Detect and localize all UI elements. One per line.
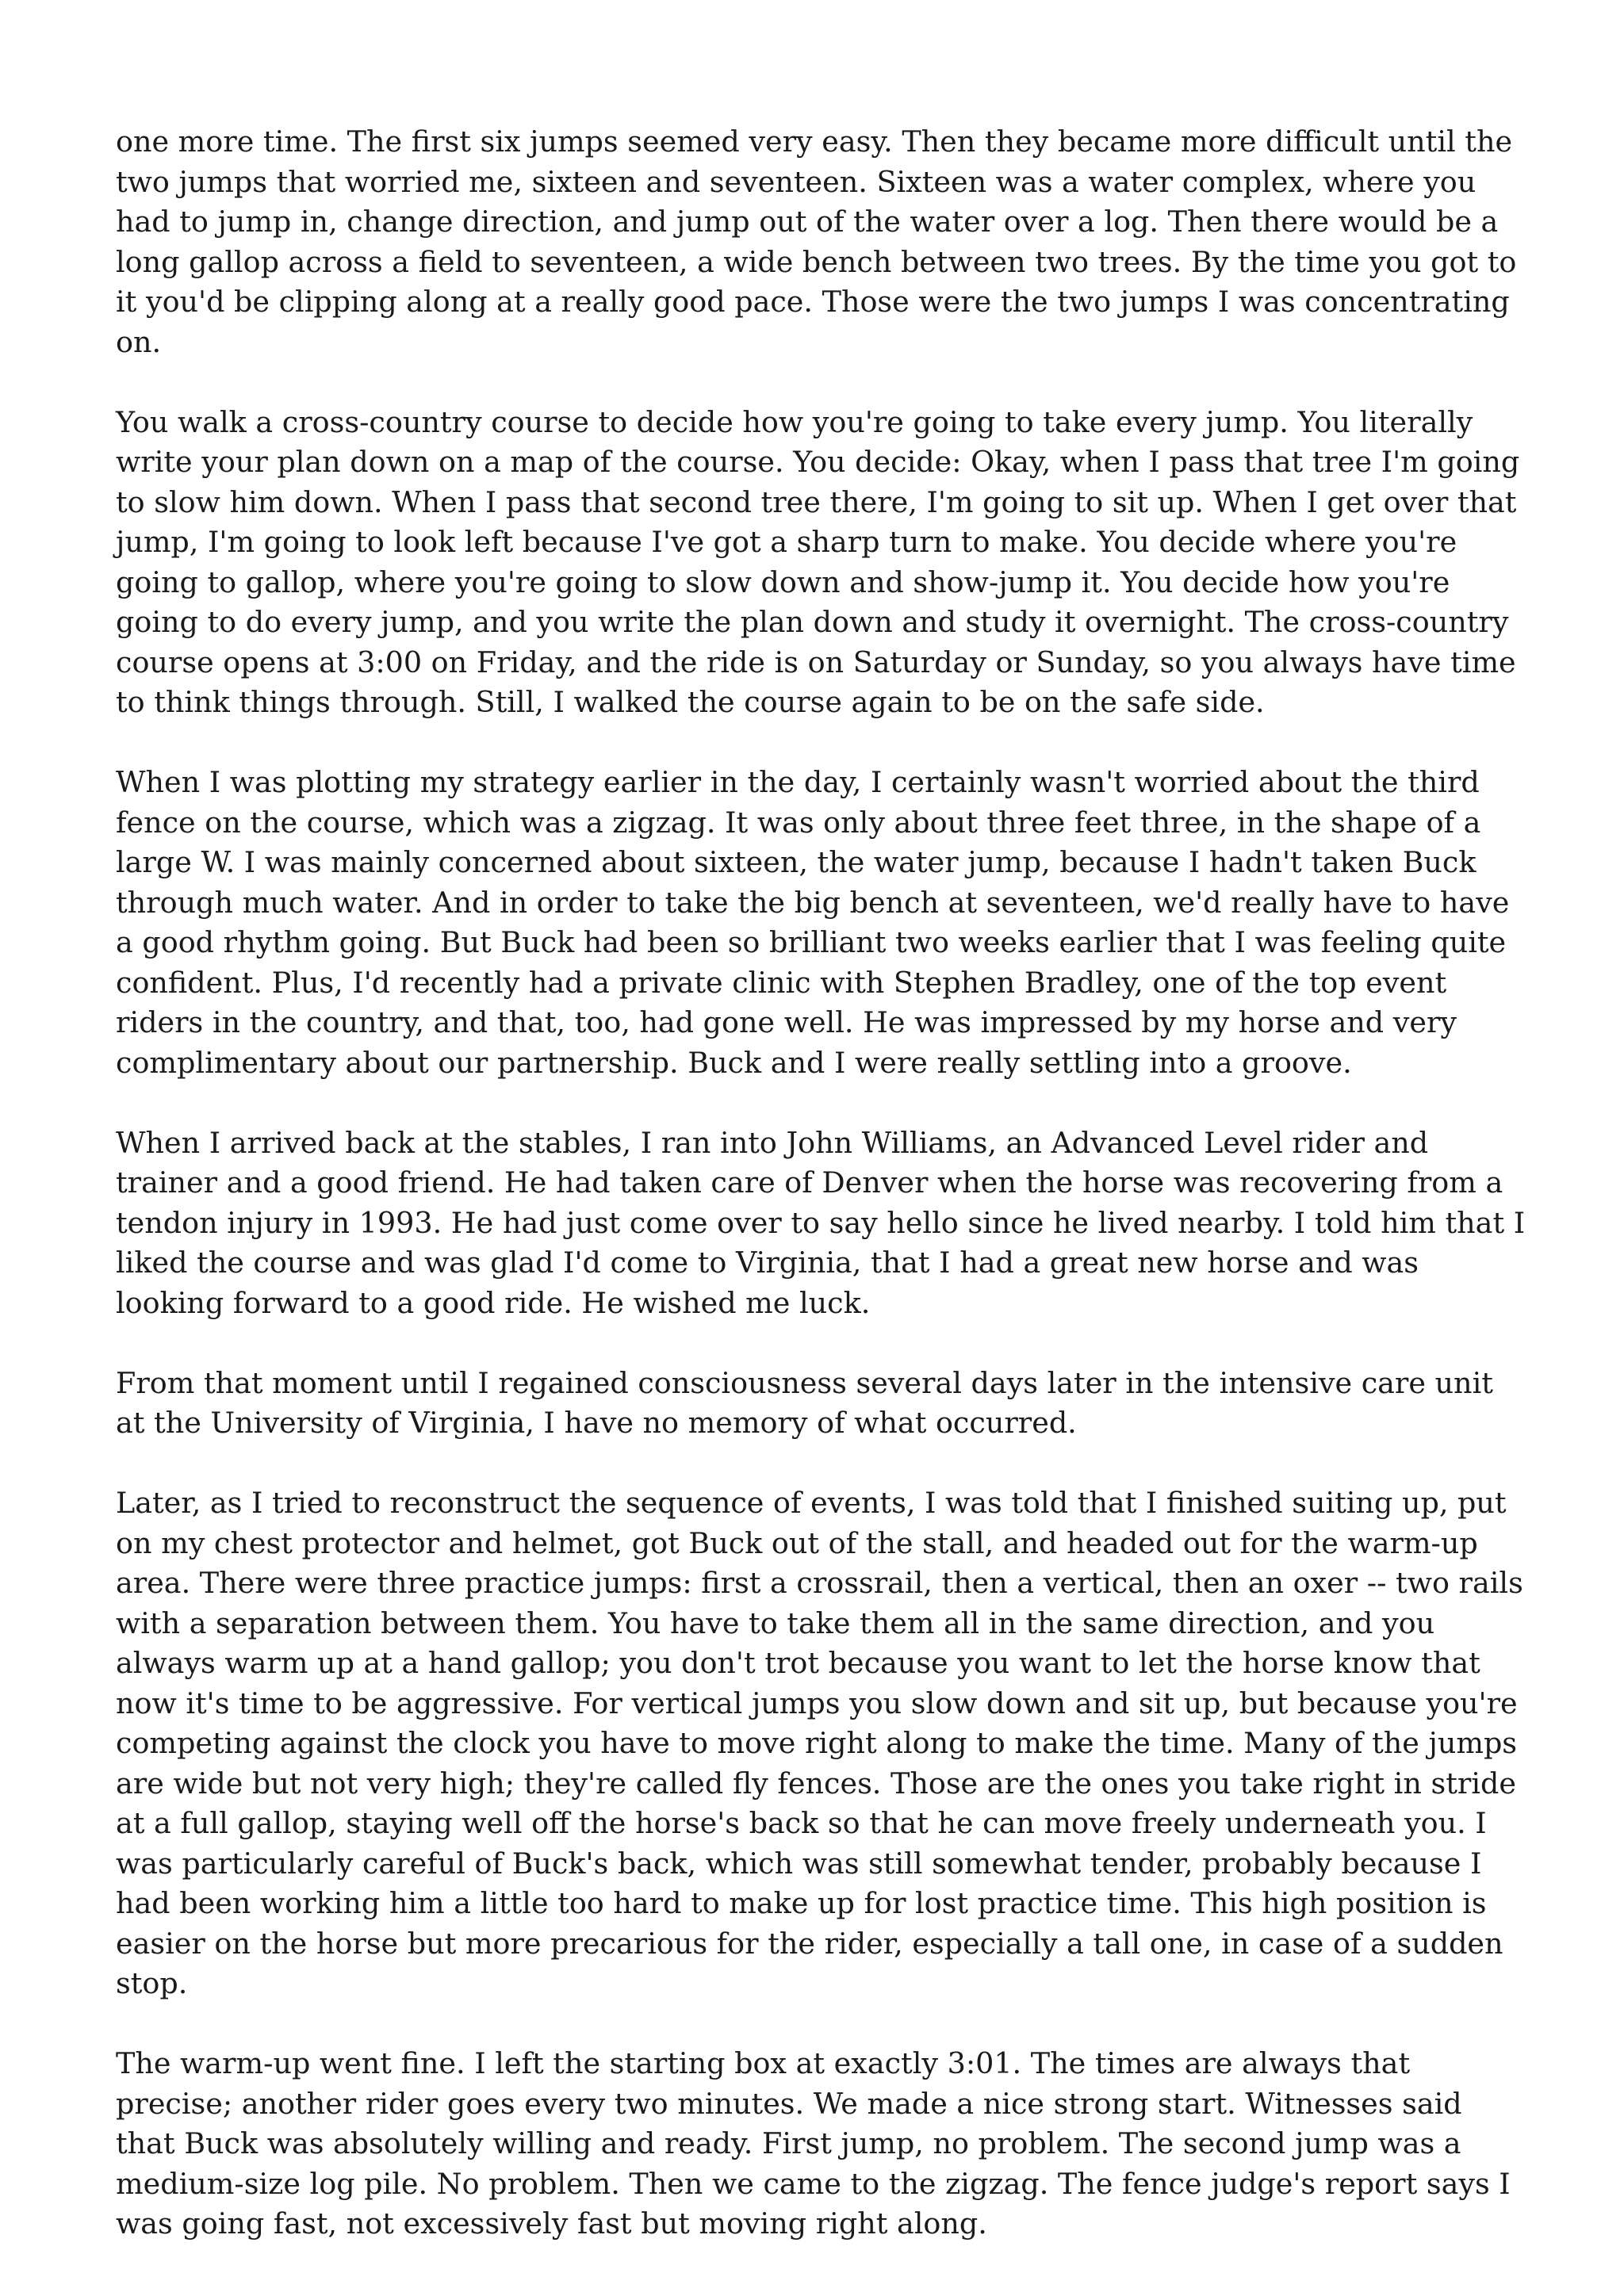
paragraph: When I arrived back at the stables, I ran into John Williams, an Advanced Level rider and trainer and a good friend. He had taken care of Denver when the horse was recovering from a tendon injury in 1993. He had just come over to say hello since he lived nearby. I told him that I liked the course and was glad I'd come to Virginia, that I had a great new horse and was looking forward to a good ride. He wished me luck. <box>116 1125 1526 1320</box>
paragraph: When I was plotting my strategy earlier in the day, I certainly wasn't worried about the third fence on the course, which was a zigzag. It was only about three feet three, in the shape of a large W. I was mainly concerned about sixteen, the water jump, because I hadn't taken Buck through much water. And in order to take the big bench at seventeen, we'd really have to have a good rhythm going. But Buck had been so brilliant two weeks earlier that I was feeling quite confident. Plus, I'd recently had a private clinic with Stephen Bradley, one of the top event riders in the country, and that, too, had gone well. He was impressed by my horse and very complimentary about our partnership. Buck and I were really settling into a groove. <box>116 765 1510 1080</box>
document-page <box>116 122 1527 2244</box>
paragraph: From that moment until I regained consciousness several days later in the intensive care unit at the University of Virginia, I have no memory of what occurred. <box>116 1365 1493 1440</box>
paragraph: one more time. The first six jumps seemed very easy. Then they became more difficult until the two jumps that worried me, sixteen and seventeen. Sixteen was a water complex, where you had to jump in, change direction, and jump out of the water over a log. Then there would be a long gallop across a field to seventeen, a wide bench between two trees. By the time you got to it you'd be clipping along at a really good pace. Those were the two jumps I was concentrating on. <box>116 124 1517 359</box>
paragraph: The warm-up went fine. I left the starting box at exactly 3:01. The times are always that precise; another rider goes every two minutes. We made a nice strong start. Witnesses said that Buck was absolutely willing and ready. First jump, no problem. The second jump was a medium-size log pile. No problem. Then we came to the zigzag. The fence judge's report says I was going fast, not excessively fast but moving right along. <box>116 2046 1511 2241</box>
paragraph: Later, as I tried to reconstruct the sequence of events, I was told that I finished suiting up, put on my chest protector and helmet, got Buck out of the stall, and headed out for the warm-up area. There were three practice jumps: first a crossrail, then a vertical, then an oxer -- two rails with a separation between them. You have to take them all in the same direction, and you always warm up at a hand gallop; you don't trot because you want to let the horse know that now it's time to be aggressive. For vertical jumps you slow down and sit up, but because you're competing against the clock you have to move right along to make the time. Many of the jumps are wide but not very high; they're called fly fences. Those are the ones you take right in stride at a full gallop, staying well off the horse's back so that he can move freely underneath you. I was particularly careful of Buck's back, which was still somewhat tender, probably because I had been working him a little too hard to make up for lost practice time. This high position is easier on the horse but more precarious for the rider, especially a tall one, in case of a sudden stop. <box>116 1486 1523 2000</box>
paragraph: You walk a cross-country course to decide how you're going to take every jump. You literally write your plan down on a map of the course. You decide: Okay, when I pass that tree I'm going to slow him down. When I pass that second tree there, I'm going to sit up. When I get over that jump, I'm going to look left because I've got a sharp turn to make. You decide where you're going to gallop, where you're going to slow down and show-jump it. You decide how you're going to do every jump, and you write the plan down and study it overnight. The cross-country course opens at 3:00 on Friday, and the ride is on Saturday or Sunday, so you always have time to think things through. Still, I walked the course again to be on the safe side. <box>116 404 1520 719</box>
